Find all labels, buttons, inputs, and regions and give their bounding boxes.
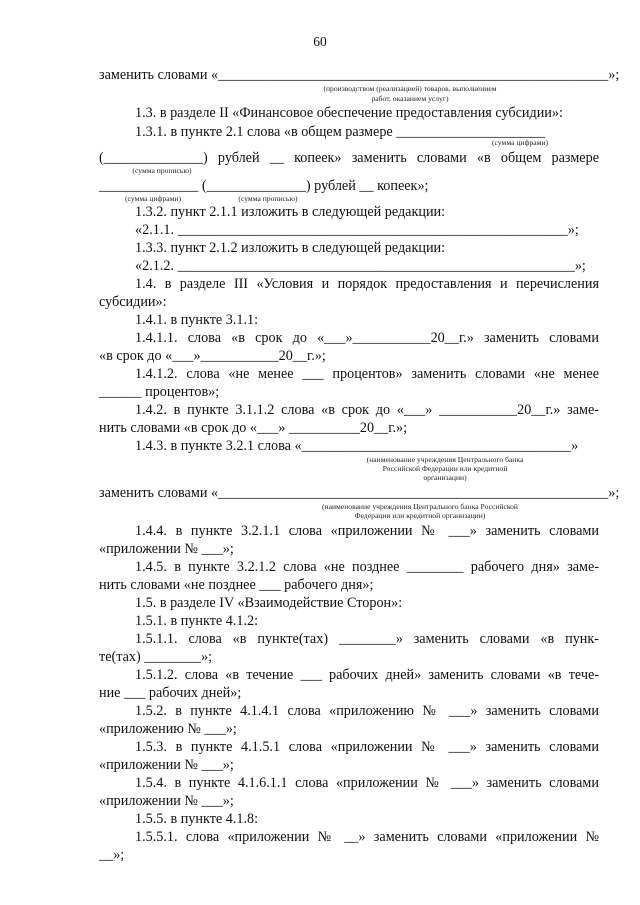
text-line: 1.4.1.1. слова «в срок до «___»___________20__г.» заменить словами: [135, 330, 599, 346]
text-line: «в срок до «___»___________20__г.»;: [99, 348, 326, 364]
page-number: 60: [313, 34, 327, 49]
text-line: 1.4.5. в пункте 3.2.1.2 слова «не позднее ________ рабочего дня» заме-: [135, 559, 599, 575]
text-line: «приложению № ___»;: [99, 721, 237, 737]
caption: (сумма прописью): [132, 166, 192, 175]
text-line: заменить словами «_______________________________________________________»;: [99, 485, 620, 501]
text-line: ______________ (______________) рублей __ копеек»;: [99, 178, 429, 194]
text-line: 1.4.1.2. слова «не менее ___ процентов» заменить словами «не менее: [135, 366, 599, 382]
text-line: 1.3.2. пункт 2.1.1 изложить в следующей редакции:: [135, 204, 446, 220]
text-line: те(тах) ________»;: [99, 649, 213, 665]
caption: (сумма цифрами): [492, 138, 548, 147]
text-line: 1.5.2. в пункте 4.1.4.1 слова «приложению № ___» заменить словами: [135, 703, 599, 719]
text-line: заменить словами «_______________________________________________________»;: [99, 67, 620, 83]
text-line: 1.5.1.2. слова «в течение ___ рабочих дней» заменить словами «в тече-: [135, 667, 599, 683]
caption: (наименование учреждения Центрального банка: [366, 455, 524, 464]
text-line: 1.4.3. в пункте 3.2.1 слова «______________________________________»: [135, 438, 579, 454]
text-line: «приложении № ___»;: [99, 541, 234, 557]
caption: Российской Федерации или кредитной: [382, 464, 508, 473]
text-line: 1.3.1. в пункте 2.1 слова «в общем размере _____________________: [135, 124, 546, 140]
text-line: ние ___ рабочих дней»;: [99, 685, 242, 701]
text-line: 1.4.1. в пункте 3.1.1:: [135, 312, 259, 328]
caption: Федерации или кредитной организации): [354, 511, 486, 520]
caption: работ, оказанием услуг): [371, 94, 449, 103]
text-line: субсидии»:: [99, 294, 167, 310]
text-line: «приложении № ___»;: [99, 793, 234, 809]
text-line: нить словами «не позднее ___ рабочего дня»;: [99, 577, 374, 593]
text-line: 1.5. в разделе IV «Взаимодействие Сторон»:: [135, 595, 403, 611]
text-line: «2.1.2. ________________________________________________________»;: [135, 258, 586, 274]
caption: (наименование учреждения Центрального банка Российской: [322, 502, 518, 511]
text-line: нить словами «в срок до «___» __________20__г.»;: [99, 420, 408, 436]
text-line: 1.5.1.1. слова «в пункте(тах) ________» заменить словами «в пунк-: [135, 631, 599, 647]
caption: организации): [423, 473, 467, 482]
text-line: 1.5.3. в пункте 4.1.5.1 слова «приложении № ___» заменить словами: [135, 739, 599, 755]
text-line: 1.4.4. в пункте 3.2.1.1 слова «приложении № ___» заменить словами: [135, 523, 599, 539]
text-line: __»;: [99, 847, 125, 863]
text-line: (______________) рублей __ копеек» заменить словами «в общем размере: [99, 150, 599, 166]
text-line: 1.5.5.1. слова «приложении № __» заменить словами «приложении №: [135, 829, 599, 845]
caption: (сумма цифрами): [125, 194, 181, 203]
text-line: 1.5.1. в пункте 4.1.2:: [135, 613, 259, 629]
text-line: «2.1.1. _______________________________________________________»;: [135, 222, 579, 238]
text-line: 1.5.5. в пункте 4.1.8:: [135, 811, 259, 827]
text-line: 1.5.4. в пункте 4.1.6.1.1 слова «приложении № ___» заменить словами: [135, 775, 599, 791]
caption: (сумма прописью): [238, 194, 298, 203]
text-line: «приложении № ___»;: [99, 757, 234, 773]
caption: (производством (реализацией) товаров, выполнением: [323, 84, 497, 93]
text-line: 1.3. в разделе II «Финансовое обеспечение предоставления субсидии»:: [135, 105, 563, 121]
text-line: 1.4.2. в пункте 3.1.1.2 слова «в срок до «___» ___________20__г.» заме-: [135, 402, 599, 418]
text-line: ______ процентов»;: [99, 384, 220, 400]
text-line: 1.4. в разделе III «Условия и порядок предоставления и перечисления: [135, 276, 599, 292]
text-line: 1.3.3. пункт 2.1.2 изложить в следующей редакции:: [135, 240, 446, 256]
